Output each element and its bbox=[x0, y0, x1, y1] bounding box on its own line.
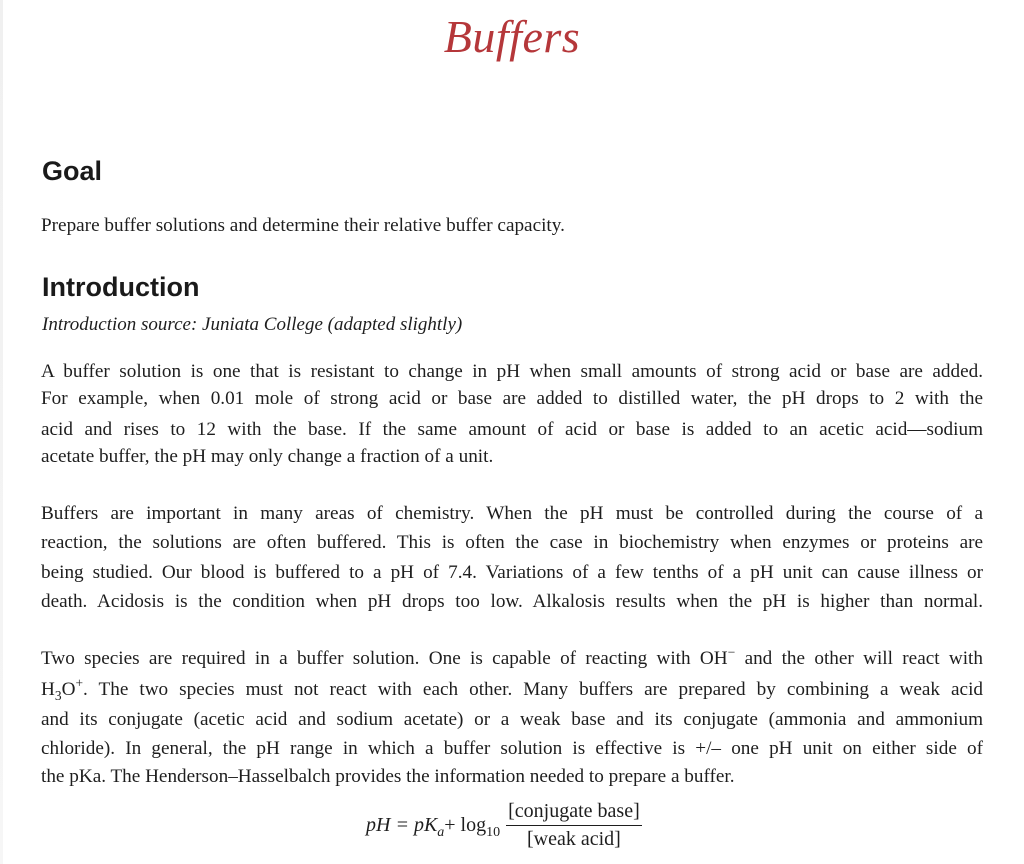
formula-log bbox=[444, 814, 501, 840]
page-edge bbox=[0, 0, 3, 864]
goal-heading: Goal bbox=[42, 156, 103, 186]
formula-fraction bbox=[506, 800, 642, 851]
formula-ph-pk: pH = pK bbox=[366, 814, 438, 836]
p3-line-1-text-b: and the other will react with bbox=[735, 648, 983, 669]
paragraph-1-line-1: A buffer solution is one that is resistant to change in pH when small amounts of strong acid or base are added. bbox=[41, 361, 983, 382]
p3-line-2-sub: 3 bbox=[54, 687, 62, 703]
paragraph-3-line-5: the pKa. The Henderson–Hasselbalch provides the information needed to prepare a buffer. bbox=[41, 766, 735, 787]
paragraph-3-line-2 bbox=[41, 675, 983, 703]
introduction-source: Introduction source: Juniata College (adapted slightly) bbox=[42, 314, 463, 335]
paragraph-2-line-4: death. Acidosis is the condition when pH drops too low. Alkalosis results when the pH is higher than normal. bbox=[41, 591, 983, 612]
formula-lhs bbox=[366, 814, 445, 840]
paragraph-1-line-4: acetate buffer, the pH may only change a fraction of a unit. bbox=[41, 446, 494, 467]
paragraph-2-line-2: reaction, the solutions are often buffered. This is often the case in biochemistry when enzymes or proteins are bbox=[41, 532, 983, 553]
formula-numerator: [conjugate base] bbox=[506, 800, 642, 826]
p3-line-2-text-c: . The two species must not react with each other. Many buffers are prepared by combining a weak acid bbox=[83, 679, 983, 700]
paragraph-2-line-1: Buffers are important in many areas of chemistry. When the pH must be controlled during the course of a bbox=[41, 503, 983, 524]
paragraph-3-line-1 bbox=[41, 644, 983, 669]
formula-pk-sub: a bbox=[437, 825, 445, 840]
paragraph-3-line-3: and its conjugate (acetic acid and sodium acetate) or a weak base and its conjugate (ammonia and ammonium bbox=[41, 709, 983, 730]
p3-line-2-text-b: O bbox=[61, 679, 76, 700]
p3-line-1-text-a: Two species are required in a buffer solution. One is capable of reacting with OH bbox=[41, 648, 728, 669]
p3-line-2-sup: + bbox=[75, 675, 84, 691]
introduction-heading: Introduction bbox=[42, 272, 200, 302]
paragraph-3-line-4: chloride). In general, the pH range in which a buffer solution is effective is +/– one pH unit on either side of bbox=[41, 738, 983, 759]
page-title: Buffers bbox=[443, 11, 581, 62]
paragraph-2-line-3: being studied. Our blood is buffered to a pH of 7.4. Variations of a few tenths of a pH unit can cause illness or bbox=[41, 562, 983, 583]
p3-line-2-text-a: H bbox=[41, 679, 55, 700]
paragraph-1-line-2: For example, when 0.01 mole of strong acid or base are added to distilled water, the pH drops to 2 with the bbox=[41, 388, 983, 409]
p3-line-1-sup: − bbox=[727, 644, 736, 660]
formula-plus-log: + log bbox=[444, 814, 487, 836]
paragraph-1-line-3: acid and rises to 12 with the base. If the same amount of acid or base is added to an acetic acid—sodium bbox=[41, 419, 983, 440]
formula-log-sub: 10 bbox=[486, 825, 501, 840]
formula-denominator: [weak acid] bbox=[527, 828, 621, 850]
henderson-hasselbalch-formula bbox=[366, 800, 642, 851]
goal-text: Prepare buffer solutions and determine their relative buffer capacity. bbox=[41, 215, 565, 236]
